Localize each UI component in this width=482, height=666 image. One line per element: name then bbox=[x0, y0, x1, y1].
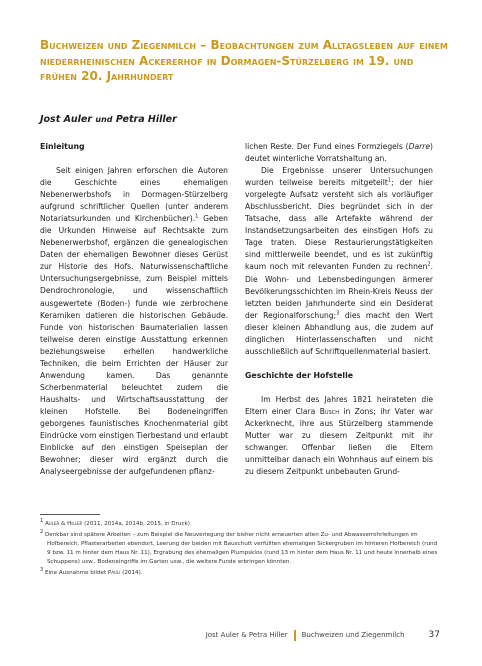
author-petra-hiller: Petra Hiller bbox=[115, 114, 177, 125]
footnote-ref-3[interactable]: 3 bbox=[336, 310, 340, 317]
paragraph-continuation bbox=[245, 141, 433, 165]
paragraph-history bbox=[245, 394, 433, 478]
page-footer bbox=[160, 628, 440, 642]
paragraph-intro-text-a: Seit einigen Jahren erforschen die Autoren die Geschichte eines ehemaligen Nebenerwerbshofs in Dormagen-Stürzelberg aufgrund schriftlicher Quellen (unter anderem Notariatsurkunden und Kirchenbücher). bbox=[40, 166, 228, 224]
paragraph-intro-text-b: Geben die Urkunden Hinweise auf Rechtsakte zum Nebenerwerbshof, ergänzen die genealogischen Daten der ehemaligen Bewohner dieses Gerüst zur Historie des Hofs. Naturwissenschaftliche Untersuchungsergebnisse, zum Beispiel mittels Dendrochronologie, und wissenschaftlich ausgewertete (Boden-) funde wie zerbrochene Keramiken datieren die historischen Gebäude. Funde von historischen Baumaterialien lassen teilweise deren einstige Ausstattung erkennen beziehungsweise erhellen handwerkliche Techniken, die beim Errichten der Häuser zur Anwendung kamen. Das genannte Scherbenmaterial beleuchtet zudem die Haushalts- und Wirtschaftsausstattung der kleinen Hofstelle. Bei Bodeneingriffen geborgenes faunistisches Knochenmaterial gibt Eindrücke vom einstigen Tierbestand und erlaubt Einblicke auf den einstigen Speiseplan der Bewohner; dieser wird ergänzt durch die Analyseergebnisse der aufgefundenen pflanz- bbox=[40, 214, 228, 477]
paragraph-history-text-b: in Zons; ihr Vater war Ackerknecht, ihre aus Stürzelberg stammende Mutter war zu diesem Zeitpunkt mit ihr schwanger. Offenbar ließen die Eltern unmittelbar danach ein Wohnhaus auf einem bis zu diesem Zeitpunkt unbebauten Grund- bbox=[245, 406, 433, 477]
footnote-ref-1[interactable]: 1 bbox=[195, 213, 199, 220]
footnote-3-number: 3 bbox=[40, 566, 44, 573]
footnote-3-text-a: Eine Ausnahme bildet bbox=[44, 569, 108, 576]
footnotes bbox=[40, 520, 440, 579]
footnote-2-text: Denkbar sind spätere Arbeiten – zum Beispiel die Neuverlegung der bisher nicht erneuerten alten Zu- und Abwasserrohrleitungen im Hofbereich, Pflasterarbeiten ebendort, Leerung der beiden mit Bauschutt verfüllten ehemaligen Sickergruben im hinteren Hofbereich (rund 9 bzw. 11 m hinter dem Haus Nr. 11), Ergrabung des ehemaligen Plumpsklos (rund 13 m hinter dem Haus Nr. 11 und heute innerhalb eines Schuppens) usw., Bodeneingriffe im Garten usw., die weitere Funde erbringen könnten. bbox=[44, 531, 438, 565]
paragraph-history-text-a: Im Herbst des Jahres 1821 heirateten die Eltern einer Clara bbox=[245, 394, 433, 416]
footnote-3 bbox=[40, 566, 440, 578]
footer-authors: Jost Auler & Petra Hiller bbox=[205, 631, 288, 639]
footnote-1-text: (2011, 2014a, 2014b, 2015, in Druck) bbox=[82, 521, 190, 527]
paragraph-results-text-b: ; der hier vorgelegte Aufsatz versteht sich als vorläufiger Abschlussbericht. Dies begründet sich in der Tatsache, dass alle Artefakte während der Instandsetzungsarbeiten des einstigen Hofs zu Tage traten. Diese Restaurierungstätigkeiten sind mittlerweile beendet, und es ist zukünftig kaum noch mit relevanten Funden zu rechnen bbox=[245, 178, 433, 272]
author-jost-auler: Jost Auler bbox=[40, 114, 93, 125]
author-conjunction: und bbox=[95, 115, 113, 124]
heading-geschichte: Geschichte der Hofstelle bbox=[245, 370, 354, 380]
footer-separator bbox=[294, 630, 296, 641]
footnote-2-number: 2 bbox=[40, 529, 44, 536]
paragraph-results-text-c: . Die Wohn- und Lebensbedingungen ärmerer Bevölkerungsschichten im Rhein-Kreis Neuss der letzten beiden Jahrhunderte sind ein Desiderat der Regionalforschung; bbox=[245, 262, 433, 320]
article-authors bbox=[40, 114, 340, 125]
footnote-ref-2[interactable]: 2 bbox=[427, 261, 431, 268]
paragraph-continuation-text-a: lichen Reste. Der Fund eines Formziegels ( bbox=[245, 142, 409, 151]
footnote-1 bbox=[40, 520, 440, 529]
page-number: 37 bbox=[428, 630, 440, 640]
paragraph-results bbox=[245, 165, 433, 358]
paragraph-results-text-d: dies macht den Wert dieser kleinen Abhandlung aus, die zudem auf dinglichen Hinterlassenschaften und nicht ausschließlich auf Schriftquellenmaterial basiert. bbox=[245, 310, 433, 356]
paragraph-intro bbox=[40, 165, 228, 478]
term-darre: Darre bbox=[408, 142, 431, 151]
name-busch: Busch bbox=[319, 406, 339, 416]
footnote-3-text-b: (2014). bbox=[120, 569, 143, 576]
left-column bbox=[40, 141, 228, 478]
footnote-ref-1b[interactable]: 1 bbox=[387, 177, 392, 184]
footer-title: Buchweizen und Ziegenmilch bbox=[301, 631, 405, 639]
paragraph-continuation-text-b: ) deutet winterliche Vorratshaltung an. bbox=[245, 142, 433, 164]
paragraph-results-text-a: Die Ergebnisse unserer Untersuchungen wurden teilweise bereits mitgeteilt bbox=[245, 166, 433, 188]
article-title: Buchweizen und Ziegenmilch – Beobachtungen zum Alltagsleben auf einem niederrheinischen Ackererhof in Dormagen-Stürzelberg im 19. und frühen 20. Jahrhundert bbox=[40, 38, 448, 83]
heading-einleitung: Einleitung bbox=[40, 142, 85, 151]
right-column bbox=[245, 141, 433, 478]
footnote-2 bbox=[40, 531, 440, 567]
footnote-1-number: 1 bbox=[40, 518, 44, 525]
footnote-1-authors: Auler & Hiller bbox=[44, 521, 83, 527]
footnote-divider bbox=[40, 514, 100, 515]
footnote-3-author: Pauli bbox=[107, 569, 121, 576]
